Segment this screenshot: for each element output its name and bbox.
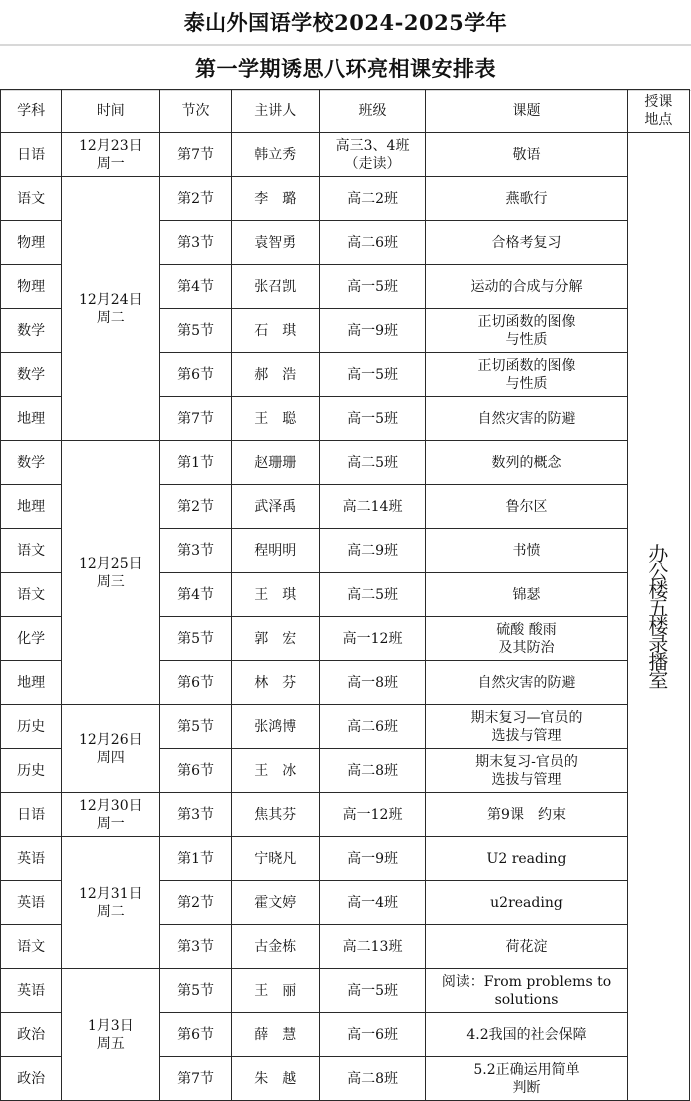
teacher-cell: 李 璐 [231,177,319,221]
header-time: 时间 [62,90,160,133]
topic-cell: 运动的合成与分解 [426,265,628,309]
period-cell: 第6节 [160,1013,231,1057]
class-cell: 高一8班 [319,661,425,705]
teacher-cell: 石 琪 [231,309,319,353]
header-subject: 学科 [1,90,62,133]
table-row [1,133,690,177]
topic-cell: u2reading [426,881,628,925]
teacher-cell: 王 琪 [231,573,319,617]
class-cell: 高一5班 [319,397,425,441]
class-cell: 高二9班 [319,529,425,573]
subject-cell: 语文 [1,177,62,221]
period-cell: 第1节 [160,837,231,881]
topic-cell: 自然灾害的防避 [426,661,628,705]
period-cell: 第6节 [160,749,231,793]
date-cell: 12月25日 周三 [62,441,160,705]
subject-cell: 数学 [1,353,62,397]
topic-cell: 期末复习-官员的 选拔与管理 [426,749,628,793]
subject-cell: 日语 [1,133,62,177]
school-title: 泰山外国语学校2024-2025学年 [0,0,691,45]
table-row [1,441,690,485]
teacher-cell: 朱 越 [231,1057,319,1101]
date-cell: 12月31日 周二 [62,837,160,969]
teacher-cell: 古金栋 [231,925,319,969]
subject-cell: 物理 [1,265,62,309]
date-cell: 12月24日 周二 [62,177,160,441]
teacher-cell: 王 冰 [231,749,319,793]
date-cell: 12月26日 周四 [62,705,160,793]
teacher-cell: 赵珊珊 [231,441,319,485]
date-cell: 1月3日 周五 [62,969,160,1101]
table-row [1,793,690,837]
header-class: 班级 [319,90,425,133]
topic-cell: 正切函数的图像 与性质 [426,309,628,353]
topic-cell: U2 reading [426,837,628,881]
class-cell: 高二14班 [319,485,425,529]
subject-cell: 政治 [1,1057,62,1101]
topic-cell: 期末复习—官员的 选拔与管理 [426,705,628,749]
topic-cell: 自然灾害的防避 [426,397,628,441]
period-cell: 第3节 [160,221,231,265]
subject-cell: 地理 [1,661,62,705]
teacher-cell: 焦其芬 [231,793,319,837]
period-cell: 第7节 [160,1057,231,1101]
topic-cell: 5.2正确运用简单 判断 [426,1057,628,1101]
subject-cell: 数学 [1,441,62,485]
class-cell: 高一12班 [319,617,425,661]
subject-cell: 英语 [1,837,62,881]
topic-cell: 鲁尔区 [426,485,628,529]
teacher-cell: 郭 宏 [231,617,319,661]
teacher-cell: 王 丽 [231,969,319,1013]
period-cell: 第4节 [160,573,231,617]
period-cell: 第3节 [160,793,231,837]
teacher-cell: 武泽禹 [231,485,319,529]
period-cell: 第7节 [160,133,231,177]
subject-cell: 地理 [1,397,62,441]
class-cell: 高二13班 [319,925,425,969]
topic-cell: 正切函数的图像 与性质 [426,353,628,397]
date-cell: 12月30日 周一 [62,793,160,837]
topic-cell: 4.2我国的社会保障 [426,1013,628,1057]
class-cell: 高一4班 [319,881,425,925]
class-cell: 高二8班 [319,1057,425,1101]
subject-cell: 语文 [1,925,62,969]
class-cell: 高二5班 [319,573,425,617]
header-topic: 课题 [426,90,628,133]
subject-cell: 数学 [1,309,62,353]
subject-cell: 地理 [1,485,62,529]
subject-cell: 化学 [1,617,62,661]
topic-cell: 数列的概念 [426,441,628,485]
table-row [1,705,690,749]
class-cell: 高一9班 [319,837,425,881]
teacher-cell: 宁晓凡 [231,837,319,881]
class-cell: 高一6班 [319,1013,425,1057]
header-period: 节次 [160,90,231,133]
schedule-title: 第一学期诱思八环亮相课安排表 [0,45,691,91]
period-cell: 第1节 [160,441,231,485]
topic-cell: 荷花淀 [426,925,628,969]
period-cell: 第7节 [160,397,231,441]
teacher-cell: 霍文婷 [231,881,319,925]
period-cell: 第5节 [160,309,231,353]
subject-cell: 历史 [1,749,62,793]
period-cell: 第5节 [160,705,231,749]
teacher-cell: 郝 浩 [231,353,319,397]
topic-cell: 书愤 [426,529,628,573]
period-cell: 第2节 [160,177,231,221]
header-teacher: 主讲人 [231,90,319,133]
period-cell: 第3节 [160,925,231,969]
topic-cell: 阅读：From problems to solutions [426,969,628,1013]
header-place: 授课 地点 [627,90,689,133]
topic-cell: 锦瑟 [426,573,628,617]
teacher-cell: 韩立秀 [231,133,319,177]
period-cell: 第2节 [160,881,231,925]
subject-cell: 语文 [1,529,62,573]
topic-cell: 硫酸 酸雨 及其防治 [426,617,628,661]
period-cell: 第5节 [160,617,231,661]
period-cell: 第3节 [160,529,231,573]
subject-cell: 物理 [1,221,62,265]
subject-cell: 语文 [1,573,62,617]
teacher-cell: 张鸿博 [231,705,319,749]
date-cell: 12月23日 周一 [62,133,160,177]
period-cell: 第4节 [160,265,231,309]
subject-cell: 日语 [1,793,62,837]
topic-cell: 合格考复习 [426,221,628,265]
header-row [1,90,690,133]
topic-cell: 燕歌行 [426,177,628,221]
subject-cell: 英语 [1,969,62,1013]
class-cell: 高二6班 [319,221,425,265]
subject-cell: 政治 [1,1013,62,1057]
period-cell: 第6节 [160,353,231,397]
topic-cell: 第9课 约束 [426,793,628,837]
class-cell: 高二8班 [319,749,425,793]
class-cell: 高二6班 [319,705,425,749]
teacher-cell: 王 聪 [231,397,319,441]
period-cell: 第6节 [160,661,231,705]
place-cell: 办 公 楼 五 楼 录 播 室 [627,133,689,1101]
table-row [1,177,690,221]
topic-cell: 敬语 [426,133,628,177]
class-cell: 高二5班 [319,441,425,485]
class-cell: 高一5班 [319,969,425,1013]
class-cell: 高一9班 [319,309,425,353]
class-cell: 高一12班 [319,793,425,837]
table-row [1,837,690,881]
subject-cell: 英语 [1,881,62,925]
period-cell: 第2节 [160,485,231,529]
period-cell: 第5节 [160,969,231,1013]
teacher-cell: 林 芬 [231,661,319,705]
teacher-cell: 薛 慧 [231,1013,319,1057]
subject-cell: 历史 [1,705,62,749]
class-cell: 高二2班 [319,177,425,221]
class-cell: 高一5班 [319,353,425,397]
table-row [1,969,690,1013]
teacher-cell: 张召凯 [231,265,319,309]
teacher-cell: 袁智勇 [231,221,319,265]
class-cell: 高三3、4班 （走读） [319,133,425,177]
class-cell: 高一5班 [319,265,425,309]
schedule-table [0,89,690,1101]
teacher-cell: 程明明 [231,529,319,573]
